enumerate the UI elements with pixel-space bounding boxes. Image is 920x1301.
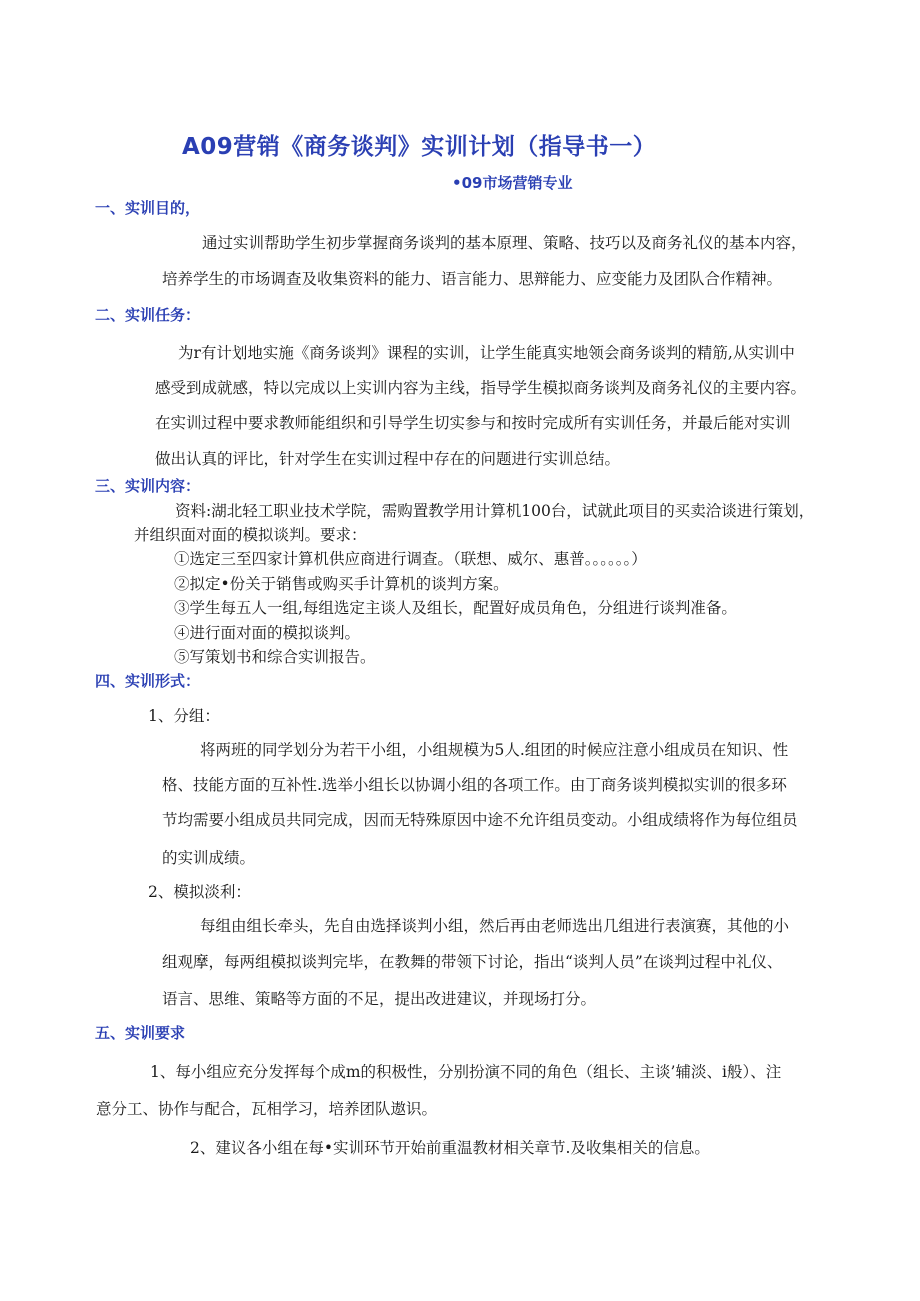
paragraph-line: 组观摩，每两组模拟谈判完毕，在教舞的带领下讨论，指出“谈判人员”在谈判过程中礼仪、 xyxy=(162,953,783,971)
paragraph-line: 通过实训帮助学生初步掌握商务谈判的基本原理、策略、技巧以及商务礼仪的基本内容， xyxy=(202,234,807,252)
paragraph-line: 在实训过程中要求教师能组织和引导学生切实参与和按时完成所有实训任务，并最后能对实训 xyxy=(155,414,791,432)
document-subtitle: •09市场营销专业 xyxy=(452,174,573,192)
list-item: ④进行面对面的模拟谈判。 xyxy=(174,624,361,642)
paragraph-line: 为r有计划地实施《商务谈判》课程的实训，让学生能真实地领会商务谈判的精筋,从实训中 xyxy=(178,344,795,362)
paragraph-line: 格、技能方面的互补性.选举小组长以协调小组的各项工作。由丁商务谈判模拟实训的很多环 xyxy=(162,776,787,794)
paragraph-line: 感受到成就感，特以完成以上实训内容为主线，指导学生模拟商务谈判及商务礼仪的主要内容。 xyxy=(155,379,807,397)
paragraph-line: 语言、思维、策略等方面的不足，提出改进建议，并现场打分。 xyxy=(162,990,597,1008)
list-item: ③学生每五人一组,每组选定主谈人及组长，配置好成员角色，分组进行谈判准备。 xyxy=(174,599,737,617)
paragraph-line: 培养学生的市场调查及收集资料的能力、语言能力、思辩能力、应变能力及团队合作精神。 xyxy=(162,270,783,288)
paragraph-line: 并组织面对面的模拟谈判。要求： xyxy=(134,526,367,544)
paragraph-line: 节均需要小组成员共同完成，因而无特殊原因中途不允许组员变动。小组成绩将作为每位组员 xyxy=(162,811,798,829)
subsection-label-mock: 2、模拟淡利： xyxy=(148,883,251,901)
paragraph-line: 每组由组长牵头，先自由选择谈判小组，然后再由老师选出几组进行表演赛，其他的小 xyxy=(200,917,790,935)
list-item: ②拟定•份关于销售或购买手计算机的谈判方案。 xyxy=(174,575,509,593)
section-heading-purpose: 一、实训目的， xyxy=(95,199,201,217)
paragraph-line: 做出认真的评比，针对学生在实训过程中存在的问题进行实训总结。 xyxy=(155,450,621,468)
section-heading-tasks: 二、实训任务： xyxy=(95,306,201,324)
paragraph-line: 2、建议各小组在每•实训环节开始前重温教材相关章节.及收集相关的信息。 xyxy=(190,1139,710,1157)
section-heading-content: 三、实训内容： xyxy=(95,477,201,495)
paragraph-line: 意分工、协作与配合，瓦相学习，培养团队遨识。 xyxy=(96,1100,438,1118)
list-item: ①选定三至四家计算机供应商进行调查。（联想、威尔、惠普。。。。。。） xyxy=(174,550,647,568)
paragraph-line: 将两班的同学划分为若干小组，小组规模为5人.组团的时候应注意小组成员在知识、性 xyxy=(200,741,789,759)
paragraph-line: 1、每小组应充分发挥每个成m的积极性，分别扮演不同的角色（组长、主谈’辅淡、i般）、注 xyxy=(150,1063,782,1081)
section-heading-requirements: 五、实训要求 xyxy=(95,1024,186,1042)
paragraph-line: 的实训成绩。 xyxy=(162,849,256,867)
section-heading-format: 四、实训形式： xyxy=(95,672,201,690)
list-item: ⑤写策划书和综合实训报告。 xyxy=(174,648,376,666)
subsection-label-grouping: 1、分组： xyxy=(148,707,220,725)
document-title: A09营销《商务谈判》实训计划（指导书一） xyxy=(182,134,657,160)
paragraph-line: 资料:湖北轻工职业技术学院，需购置教学用计算机100台，试就此项目的买卖洽谈进行策划， xyxy=(175,502,815,520)
